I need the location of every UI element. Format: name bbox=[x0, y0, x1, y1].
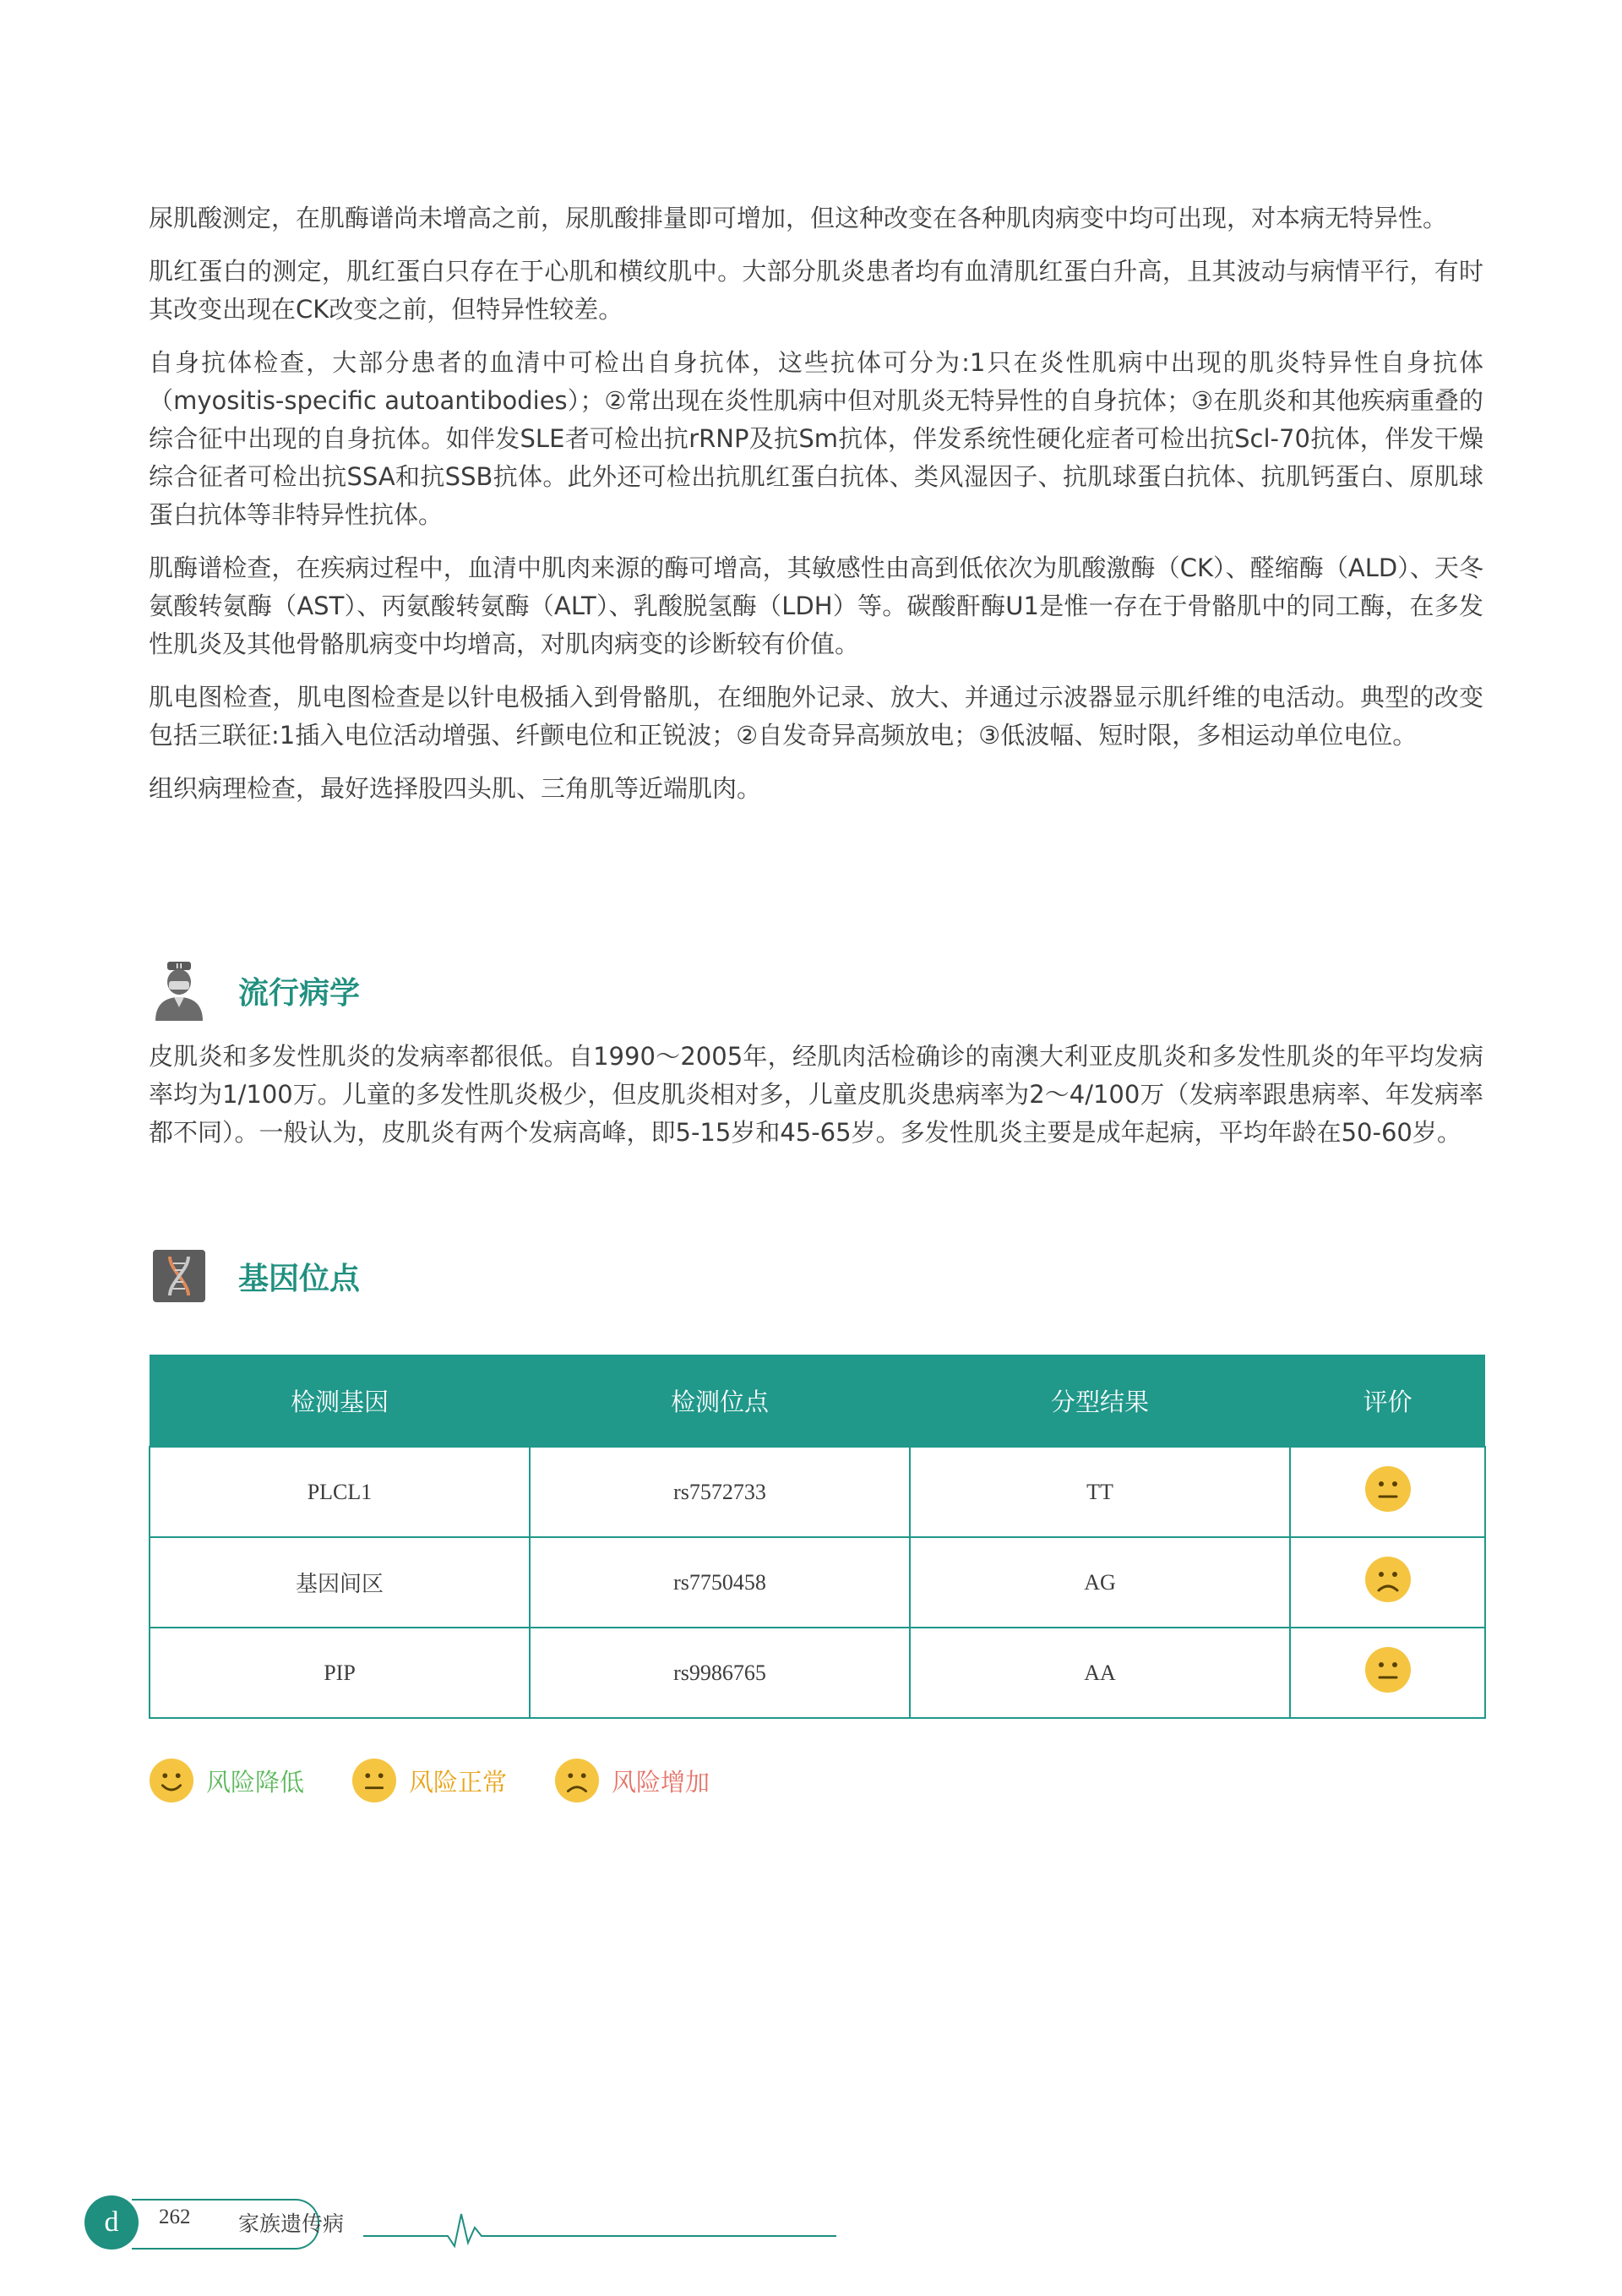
header-gene: 检测基因 bbox=[150, 1355, 530, 1447]
heartbeat-line-icon bbox=[363, 2202, 836, 2253]
legend-item-normal bbox=[351, 1758, 507, 1803]
doctor-icon bbox=[149, 960, 210, 1021]
legend-label-normal: 风险正常 bbox=[409, 1767, 508, 1797]
legend-label-higher: 风险增加 bbox=[612, 1767, 710, 1797]
epidemiology-text: 皮肌炎和多发性肌炎的发病率都很低。自1990～2005年，经肌肉活检确诊的南澳大利亚皮肌炎和多发性肌炎的年平均发病率均为1/100万。儿童的多发性肌炎极少，但皮肌炎相对多，儿童皮肌炎患病率为2～4/100万（发病率跟患病率、年发病率都不同）。一般认为，皮肌炎有两个发病高峰，即5-15岁和45-65岁。多发性肌炎主要是成年起病，平均年龄在50-60岁。 bbox=[149, 1042, 1483, 1147]
sad-face-icon bbox=[554, 1758, 600, 1803]
header-rating: 评价 bbox=[1290, 1355, 1485, 1447]
result-cell: TT bbox=[910, 1447, 1290, 1537]
legend-item-higher bbox=[554, 1758, 710, 1803]
risk-legend bbox=[149, 1758, 757, 1803]
legend-label-lower: 风险降低 bbox=[206, 1767, 305, 1797]
sad-face-icon bbox=[1364, 1556, 1412, 1603]
neutral-face-icon bbox=[351, 1758, 397, 1803]
gene-table-header bbox=[150, 1355, 1485, 1447]
paragraph-urine-creatine: 尿肌酸测定，在肌酶谱尚未增高之前，尿肌酸排量即可增加，但这种改变在各种肌肉病变中均可出现，对本病无特异性。 bbox=[149, 204, 1448, 232]
result-cell: AA bbox=[910, 1628, 1290, 1718]
paragraph-emg: 肌电图检查，肌电图检查是以针电极插入到骨骼肌，在细胞外记录、放大、并通过示波器显示肌纤维的电活动。典型的改变包括三联征:1插入电位活动增强、纤颤电位和正锐波；②自发奇异高频放电；③低波幅、短时限，多相运动单位电位。 bbox=[149, 683, 1483, 750]
gene-section-title: 基因位点 bbox=[238, 1261, 361, 1296]
legend-item-lower bbox=[149, 1758, 304, 1803]
happy-face-icon bbox=[149, 1758, 194, 1803]
site-cell: rs7750458 bbox=[530, 1537, 910, 1628]
page-footer bbox=[84, 2195, 845, 2255]
paragraph-pathology: 组织病理检查，最好选择股四头肌、三角肌等近端肌肉。 bbox=[149, 774, 762, 803]
gene-section-header bbox=[149, 1246, 360, 1306]
paragraph-enzyme: 肌酶谱检查，在疾病过程中，血清中肌肉来源的酶可增高，其敏感性由高到低依次为肌酸激酶（CK）、醛缩酶（ALD）、天冬氨酸转氨酶（AST）、丙氨酸转氨酶（ALT）、乳酸脱氢酶（LDH）等。碳酸酐酶U1是惟一存在于骨骼肌中的同工酶，在多发性肌炎及其他骨骼肌病变中均增高，对肌肉病变的诊断较有价值。 bbox=[149, 554, 1483, 658]
rating-cell bbox=[1290, 1537, 1485, 1628]
rating-cell bbox=[1290, 1628, 1485, 1718]
site-cell: rs9986765 bbox=[530, 1628, 910, 1718]
gene-table bbox=[149, 1355, 1486, 1719]
result-cell: AG bbox=[910, 1537, 1290, 1628]
footer-book-title: 家族遗传病 bbox=[238, 2211, 345, 2236]
dna-icon bbox=[149, 1246, 210, 1306]
rating-cell bbox=[1290, 1447, 1485, 1537]
epidemiology-title: 流行病学 bbox=[238, 975, 361, 1011]
paragraph-autoantibody: 自身抗体检查，大部分患者的血清中可检出自身抗体，这些抗体可分为:1只在炎性肌病中出现的肌炎特异性自身抗体（myositis-specific autoantibodies）；②常出现在炎性肌病中但对肌炎无特异性的自身抗体；③在肌炎和其他疾病重叠的综合征中出现的自身抗体。如伴发SLE者可检出抗rRNP及抗Sm抗体，伴发系统性硬化症者可检出抗Scl-70抗体，伴发干燥综合征者可检出抗SSA和抗SSB抗体。此外还可检出抗肌红蛋白抗体、类风湿因子、抗肌球蛋白抗体、抗肌钙蛋白、原肌球蛋白抗体等非特异性抗体。 bbox=[149, 348, 1483, 529]
paragraph-myoglobin: 肌红蛋白的测定，肌红蛋白只存在于心肌和横纹肌中。大部分肌炎患者均有血清肌红蛋白升高，且其波动与病情平行，有时其改变出现在CK改变之前，但特异性较差。 bbox=[149, 257, 1483, 324]
neutral-face-icon bbox=[1364, 1465, 1412, 1513]
table-row bbox=[150, 1628, 1485, 1718]
gene-cell: PIP bbox=[150, 1628, 530, 1718]
body-text bbox=[149, 199, 1483, 823]
table-row bbox=[150, 1537, 1485, 1628]
header-site: 检测位点 bbox=[530, 1355, 910, 1447]
page-number: 262 bbox=[159, 2206, 191, 2228]
footer-letter-badge: d bbox=[84, 2195, 139, 2250]
neutral-face-icon bbox=[1364, 1646, 1412, 1693]
epidemiology-header bbox=[149, 960, 360, 1021]
header-result: 分型结果 bbox=[910, 1355, 1290, 1447]
table-row bbox=[150, 1447, 1485, 1537]
gene-cell: PLCL1 bbox=[150, 1447, 530, 1537]
gene-cell: 基因间区 bbox=[150, 1537, 530, 1628]
site-cell: rs7572733 bbox=[530, 1447, 910, 1537]
